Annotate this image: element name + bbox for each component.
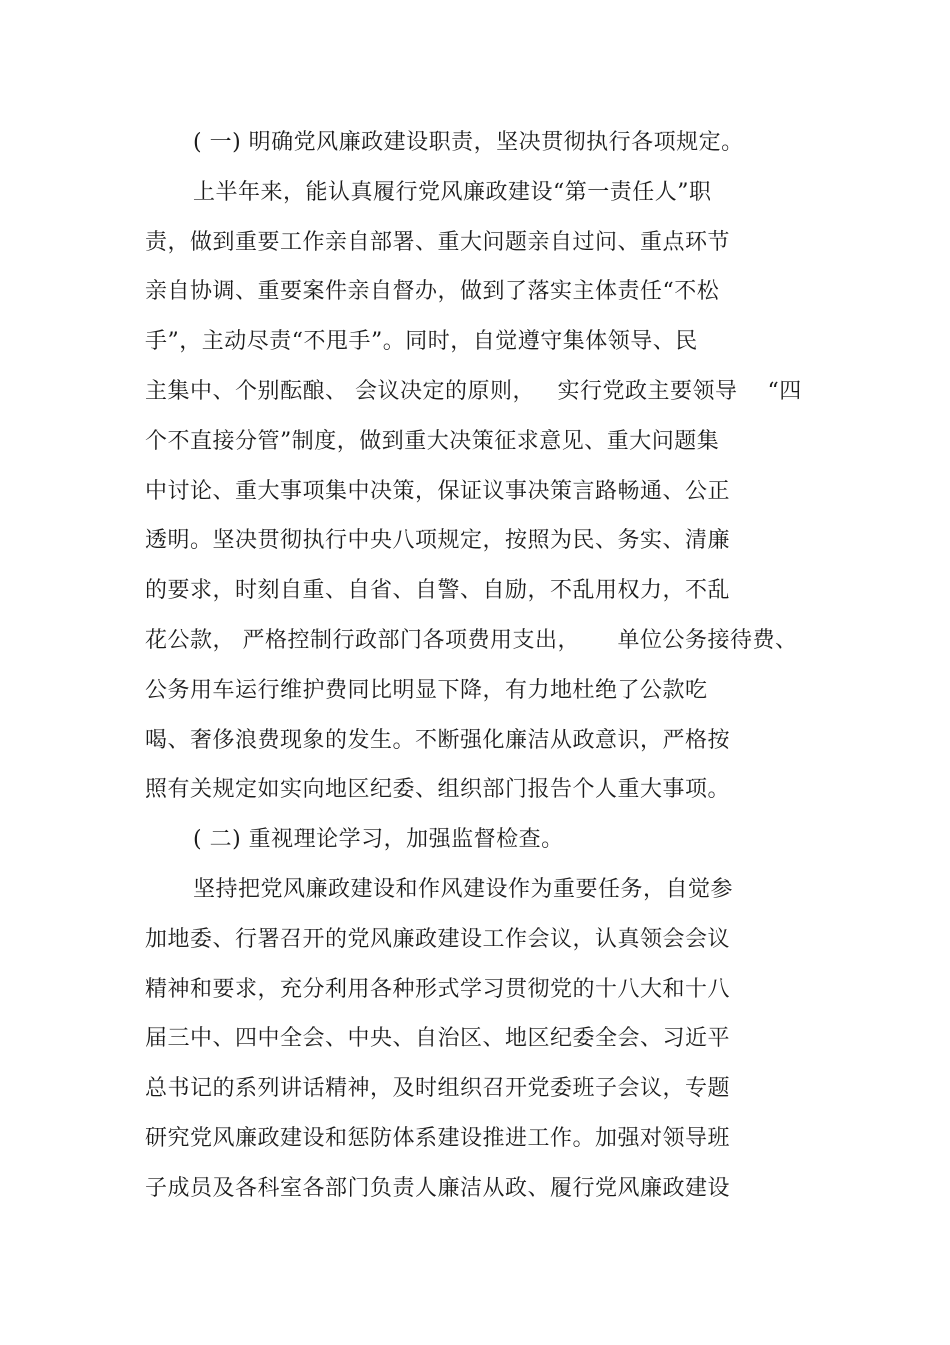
paragraph-line: 总书记的系列讲话精神，及时组织召开党委班子会议，专题 <box>145 1076 731 1101</box>
paragraph-line: 上半年来，能认真履行党风廉政建设“第一责任人”职 <box>193 180 712 205</box>
paragraph-line: 喝、奢侈浪费现象的发生。不断强化廉洁从政意识，严格按 <box>145 728 731 753</box>
paragraph-line: 手”，主动尽责“不甩手”。同时，自觉遵守集体领导、民 <box>145 329 698 354</box>
paragraph-line: 的要求，时刻自重、自省、自警、自励，不乱用权力，不乱 <box>145 578 731 603</box>
paragraph-line: 公务用车运行维护费同比明显下降，有力地杜绝了公款吃 <box>145 678 708 703</box>
paragraph-line: 责，做到重要工作亲自部署、重大问题亲自过问、重点环节 <box>145 230 731 255</box>
paragraph-line: 主集中、个别酝酿、 会议决定的原则， 实行党政主要领导 “四 <box>145 379 802 404</box>
paragraph-line: 中讨论、重大事项集中决策，保证议事决策言路畅通、公正 <box>145 479 731 504</box>
paragraph-line: 精神和要求，充分利用各种形式学习贯彻党的十八大和十八 <box>145 977 731 1002</box>
paragraph-line: 坚持把党风廉政建设和作风建设作为重要任务，自觉参 <box>193 877 734 902</box>
paragraph-line: 加地委、行署召开的党风廉政建设工作会议，认真领会会议 <box>145 927 731 952</box>
paragraph-line: 亲自协调、重要案件亲自督办，做到了落实主体责任“不松 <box>145 279 720 304</box>
paragraph-line: 透明。坚决贯彻执行中央八项规定，按照为民、务实、清廉 <box>145 528 731 553</box>
section-heading-2: ( 二) 重视理论学习，加强监督检查。 <box>193 827 564 852</box>
paragraph-line: 照有关规定如实向地区纪委、组织部门报告个人重大事项。 <box>145 777 731 802</box>
paragraph-line: 子成员及各科室各部门负责人廉洁从政、履行党风廉政建设 <box>145 1176 731 1201</box>
paragraph-line: 个不直接分管”制度，做到重大决策征求意见、重大问题集 <box>145 429 720 454</box>
paragraph-line: 研究党风廉政建设和惩防体系建设推进工作。加强对领导班 <box>145 1126 731 1151</box>
section-heading-1: ( 一) 明确党风廉政建设职责，坚决贯彻执行各项规定。 <box>193 130 744 155</box>
paragraph-line: 届三中、四中全会、中央、自治区、地区纪委全会、习近平 <box>145 1026 731 1051</box>
paragraph-line: 花公款， 严格控制行政部门各项费用支出， 单位公务接待费、 <box>145 628 798 653</box>
